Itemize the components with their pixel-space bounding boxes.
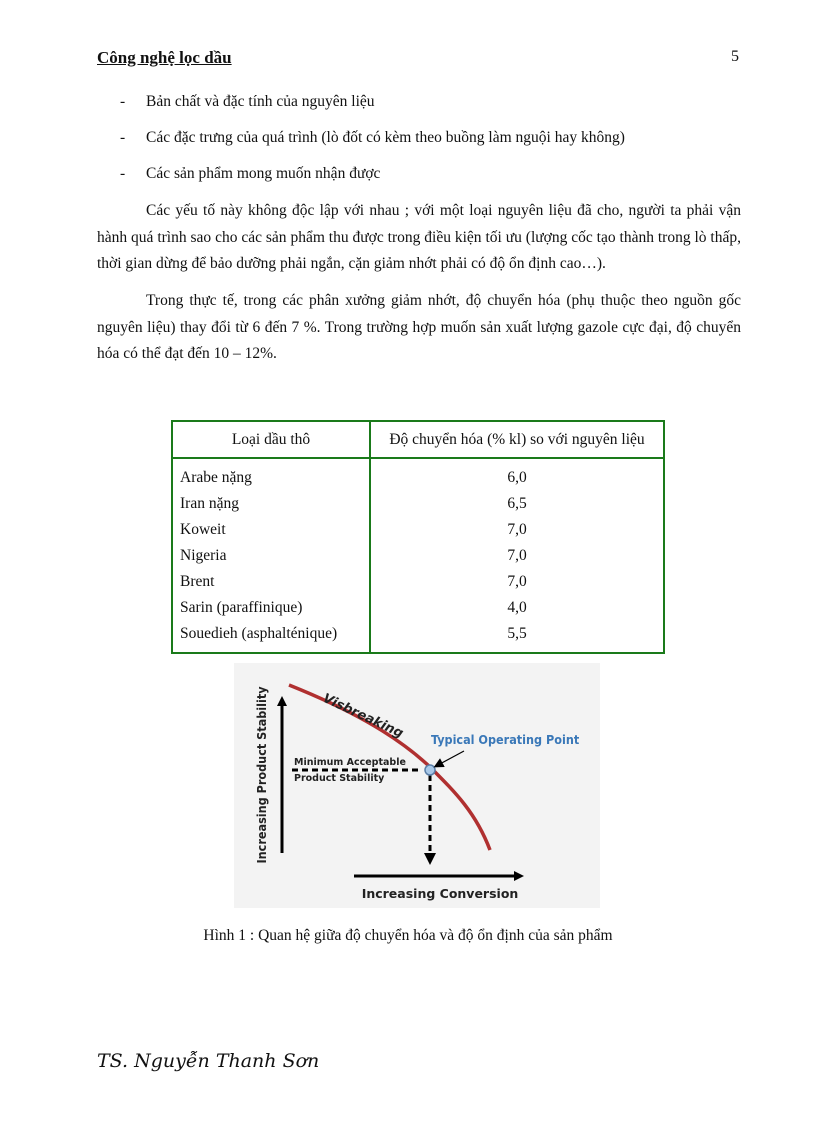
figure-stability-conversion — [234, 663, 600, 908]
figure-diagram — [234, 663, 600, 908]
table-cell-value: 6,0 — [370, 458, 664, 491]
footer-author: TS. Nguyễn Thanh Sơn — [97, 1050, 320, 1072]
list-item-text: Các đặc trưng của quá trình (lò đốt có kèm theo buồng làm nguội hay không) — [146, 129, 625, 146]
y-axis-label: Increasing Product Stability — [254, 686, 269, 864]
table-cell-value: 6,5 — [370, 491, 664, 517]
table-cell-crude: Brent — [180, 573, 215, 590]
table-cell-value: 7,0 — [370, 569, 664, 595]
table-cell-crude: Souedieh (asphalténique) — [180, 625, 338, 642]
paragraph-conversion: Trong thực tế, trong các phân xưởng giảm nhớt, độ chuyển hóa (phụ thuộc theo nguồn gốc nguyên liệu) thay đổi từ 6 đến 7 %. Trong trường hợp muốn sản xuất lượng gazole cực đại, độ chuyển hóa có thể đạt đến 10 – 12%. — [97, 292, 741, 362]
table-row — [172, 458, 664, 491]
table-row — [172, 595, 664, 621]
table-cell-crude: Koweit — [180, 521, 226, 538]
table-cell-value: 5,5 — [370, 621, 664, 653]
table-row — [172, 621, 664, 653]
table-cell-value: 4,0 — [370, 595, 664, 621]
list-item — [120, 129, 625, 147]
curve-label: Visbreaking — [320, 691, 406, 742]
table-cell-value: 7,0 — [370, 543, 664, 569]
table-cell-value: 7,0 — [370, 517, 664, 543]
conversion-table — [171, 420, 665, 654]
header-title: Công nghệ lọc dầu — [97, 48, 232, 67]
table-cell-crude: Nigeria — [180, 547, 227, 564]
bullet-list — [120, 93, 625, 201]
table-header-conversion: Độ chuyển hóa (% kl) so với nguyên liệu — [370, 421, 664, 458]
threshold-label-line2: Product Stability — [294, 773, 385, 784]
operating-point-marker — [425, 765, 435, 775]
list-item — [120, 165, 625, 183]
x-axis-label: Increasing Conversion — [361, 886, 519, 901]
table-cell-crude: Arabe nặng — [180, 469, 252, 486]
list-item-text: Bản chất và đặc tính của nguyên liệu — [146, 93, 375, 110]
list-item — [120, 93, 625, 111]
threshold-label-line1: Minimum Acceptable — [294, 757, 406, 768]
table-row — [172, 517, 664, 543]
bullet-marker: - — [120, 129, 126, 146]
operating-point-label: Typical Operating Point — [431, 732, 580, 747]
table-cell-crude: Iran nặng — [180, 495, 239, 512]
page-number: 5 — [731, 48, 739, 65]
table-cell-crude: Sarin (paraffinique) — [180, 599, 303, 616]
table-header-crude: Loại dầu thô — [172, 421, 370, 458]
table-row — [172, 543, 664, 569]
list-item-text: Các sản phẩm mong muốn nhận được — [146, 165, 381, 182]
bullet-marker: - — [120, 93, 126, 110]
table-header-row — [172, 421, 664, 458]
table-row — [172, 491, 664, 517]
figure-caption: Hình 1 : Quan hệ giữa độ chuyển hóa và độ ổn định của sản phẩm — [203, 927, 613, 944]
table-row — [172, 569, 664, 595]
operating-point-leader — [438, 751, 464, 765]
paragraph-factors: Các yếu tố này không độc lập với nhau ; với một loại nguyên liệu đã cho, người ta phải vận hành quá trình sao cho các sản phẩm thu được trong điều kiện tối ưu (lượng cốc tạo thành trong lò thấp, thời gian dừng để bảo dưỡng phải ngắn, cặn giảm nhớt phải có độ ổn định cao…). — [97, 202, 741, 272]
bullet-marker: - — [120, 165, 126, 182]
